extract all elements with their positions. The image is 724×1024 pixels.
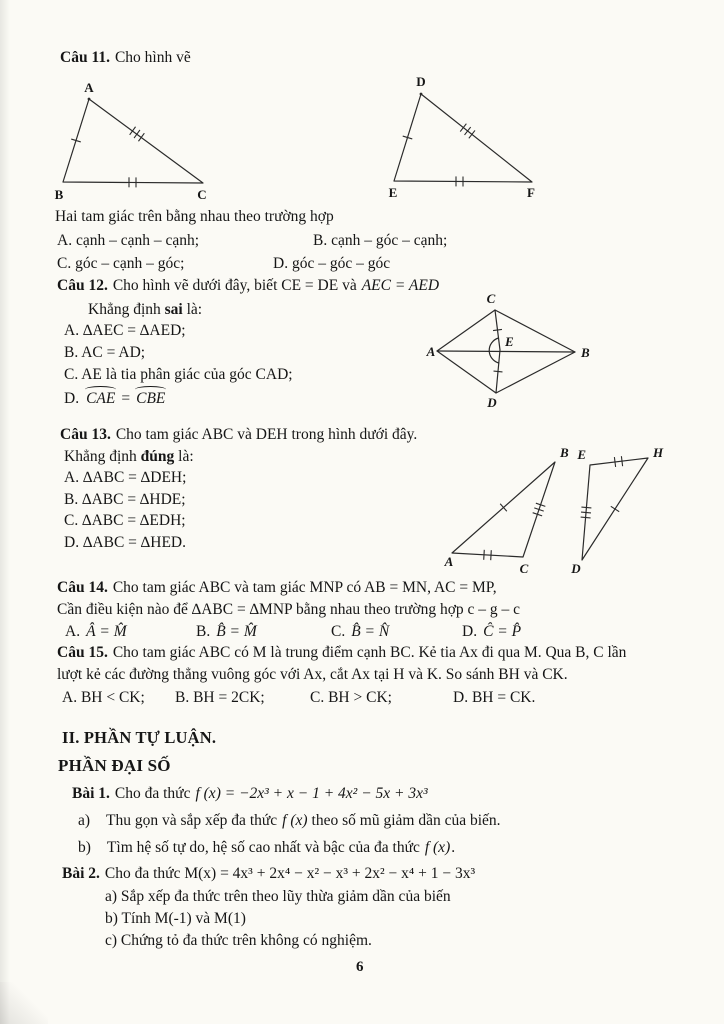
- bai1-pre: Cho đa thức: [114, 785, 191, 802]
- bai1-item-a-label: a): [78, 812, 91, 829]
- q12-stem-emphasis: sai: [164, 301, 183, 318]
- q13-number: Câu 13.: [60, 426, 111, 443]
- q14-option-c-math: B̂ = N̂: [351, 623, 390, 640]
- q11-heading: [60, 48, 191, 67]
- q12-number: Câu 12.: [57, 277, 108, 294]
- q11-triangle-def-figure: [368, 73, 548, 203]
- q13-stem: [64, 447, 194, 466]
- q12-fig-label-a: A: [426, 344, 436, 359]
- q12-angle-cae: CAE: [85, 387, 116, 408]
- q13-fig-label-h: H: [653, 445, 664, 460]
- q12-intro-math: AEC = AED: [361, 277, 440, 294]
- page-number: 6: [356, 959, 364, 975]
- bai1-item-a-math: f (x): [282, 812, 308, 829]
- q12-option-a: A. ∆AEC = ∆AED;: [64, 322, 186, 339]
- q11-fig2-label-d: D: [416, 74, 426, 89]
- q14-option-b-math: B̂ = M̂: [216, 623, 257, 640]
- q12-stem-post: là:: [186, 301, 203, 318]
- q12-fig-label-b: B: [581, 345, 590, 360]
- q11-option-b: B. cạnh – góc – cạnh;: [313, 232, 448, 249]
- q15-number: Câu 15.: [57, 644, 108, 661]
- q15-option-b: B. BH = 2CK;: [175, 689, 265, 706]
- q15-option-c: C. BH > CK;: [310, 689, 392, 706]
- bai1-item-b-period: .: [451, 839, 456, 856]
- q12-stem-pre: Khẳng định: [88, 301, 161, 318]
- bai1-item-b-pre: Tìm hệ số tự do, hệ số cao nhất và bậc của đa thức: [106, 839, 420, 856]
- q11-option-d: D. góc – góc – góc: [273, 255, 391, 272]
- q13-triangles-figure: [435, 443, 667, 577]
- q14-option-a-label: A.: [65, 623, 81, 640]
- q14-option-b-label: B.: [196, 623, 211, 640]
- q13-fig-label-b: B: [560, 445, 569, 460]
- q14-line1: [57, 578, 497, 597]
- bai1-heading: [72, 784, 428, 803]
- q13-option-b: B. ∆ABC = ∆HDE;: [64, 491, 186, 508]
- q12-intro: Cho hình vẽ dưới đây, biết CE = DE và: [112, 277, 357, 294]
- q11-question: Hai tam giác trên bằng nhau theo trường hợp: [55, 208, 334, 225]
- bai2-item-a: a) Sắp xếp đa thức trên theo lũy thừa giảm dần của biến: [105, 888, 451, 905]
- q12-fig-label-c: C: [486, 291, 496, 306]
- q13-option-a: A. ∆ABC = ∆DEH;: [64, 469, 187, 486]
- bai1-item-a-post: theo số mũ giảm dần của biến.: [311, 812, 501, 829]
- section2-title: II. PHẦN TỰ LUẬN.: [62, 728, 217, 747]
- q11-fig1-label-c: C: [197, 187, 207, 202]
- q12-equals: =: [121, 390, 131, 407]
- q13-option-c: C. ∆ABC = ∆EDH;: [64, 512, 186, 529]
- section2-subtitle: PHẦN ĐẠI SỐ: [58, 756, 171, 775]
- q15-option-a: A. BH < CK;: [62, 689, 145, 706]
- q14-option-a-math: Â = M̂: [86, 623, 127, 640]
- q14-option-c: [331, 622, 389, 641]
- q12-fig-label-e: E: [505, 334, 514, 349]
- q13-fig-label-a: A: [444, 554, 454, 569]
- q13-intro: Cho tam giác ABC và DEH trong hình dưới đây.: [115, 426, 418, 443]
- q13-fig-label-d: D: [571, 561, 581, 576]
- q15-line2: lượt kẻ các đường thẳng vuông góc với Ax, cắt Ax tại H và K. So sánh BH và CK.: [57, 666, 568, 683]
- bai2-heading: [62, 864, 475, 883]
- q11-fig1-label-a: A: [84, 80, 94, 95]
- q11-fig1-label-b: B: [54, 187, 64, 202]
- bai1-item-a-pre: Thu gọn và sắp xếp đa thức: [106, 812, 278, 829]
- q13-heading: [60, 425, 417, 444]
- bai2-number: Bài 2.: [62, 865, 100, 882]
- q14-number: Câu 14.: [57, 579, 108, 596]
- q11-intro: Cho hình vẽ: [114, 49, 191, 66]
- q12-stem: [88, 300, 202, 319]
- bai1-item-b-math: f (x): [424, 839, 451, 856]
- q12-fig-label-d: D: [487, 395, 497, 410]
- bai1-item-b: [78, 838, 455, 857]
- q15-line1: [57, 643, 626, 662]
- q12-option-d: [64, 387, 166, 408]
- q14-option-c-label: C.: [331, 623, 346, 640]
- q11-fig2-label-f: F: [527, 185, 535, 200]
- q14-option-a: [65, 622, 127, 641]
- bai1-number: Bài 1.: [72, 785, 110, 802]
- q14-option-d-math: Ĉ = P̂: [483, 623, 522, 640]
- q14-option-b: [196, 622, 257, 641]
- q11-fig2-label-e: E: [388, 185, 398, 200]
- q12-option-b: B. AC = AD;: [64, 344, 146, 361]
- bai2-text: Cho đa thức M(x) = 4x³ + 2x⁴ − x² − x³ + 2x² − x⁴ + 1 − 3x³: [104, 865, 476, 882]
- q14-option-d: [462, 622, 521, 641]
- bai2-item-c: c) Chứng tỏ đa thức trên không có nghiệm.: [105, 932, 372, 949]
- q14-line1-text: Cho tam giác ABC và tam giác MNP có AB = MN, AC = MP,: [112, 579, 497, 596]
- q12-angle-cbe: CBE: [135, 387, 166, 408]
- q14-line2: Cần điều kiện nào để ∆ABC = ∆MNP bằng nhau theo trường hợp c – g – c: [57, 601, 521, 618]
- q13-fig-label-e: E: [577, 447, 586, 462]
- bai1-polynomial: f (x) = −2x³ + x − 1 + 4x² − 5x + 3x³: [195, 785, 428, 802]
- q12-option-d-label: D.: [64, 390, 80, 407]
- q13-stem-emphasis: đúng: [140, 448, 175, 465]
- q12-kite-figure: [425, 288, 590, 410]
- q13-fig-label-c: C: [519, 561, 529, 576]
- q15-line1-text: Cho tam giác ABC có M là trung điểm cạnh BC. Kẻ tia Ax đi qua M. Qua B, C lần: [112, 644, 627, 661]
- q12-option-c: C. AE là tia phân giác của góc CAD;: [64, 366, 293, 383]
- q15-option-d: D. BH = CK.: [453, 689, 536, 706]
- q12-heading: [57, 276, 439, 295]
- bai1-item-a: [78, 811, 501, 830]
- q14-option-d-label: D.: [462, 623, 478, 640]
- bai1-item-b-label: b): [78, 839, 91, 856]
- q11-option-a: A. cạnh – cạnh – cạnh;: [57, 232, 200, 249]
- q13-option-d: D. ∆ABC = ∆HED.: [64, 534, 187, 551]
- q11-option-c: C. góc – cạnh – góc;: [57, 255, 185, 272]
- q11-triangle-abc-figure: [45, 80, 225, 205]
- q13-stem-pre: Khẳng định: [64, 448, 137, 465]
- q11-number: Câu 11.: [60, 49, 110, 66]
- bai2-item-b: b) Tính M(-1) và M(1): [105, 910, 246, 927]
- q13-stem-post: là:: [178, 448, 194, 465]
